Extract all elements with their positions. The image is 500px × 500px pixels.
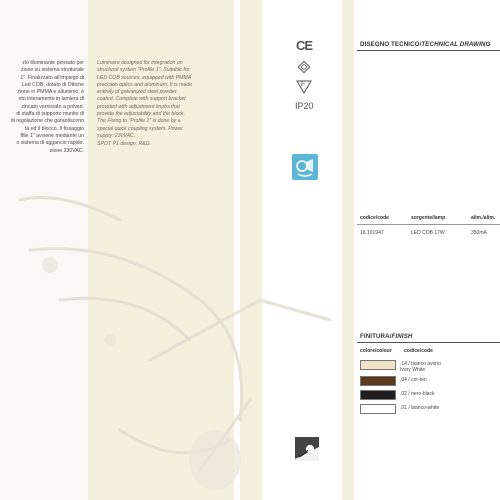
finish-swatch [360, 376, 396, 386]
table-header-lamp: sorgente/lamp [411, 215, 446, 221]
finish-swatch [360, 404, 396, 414]
power-cable-icon [295, 437, 319, 461]
table-header-power: alim./alim. [471, 215, 496, 221]
technical-drawing-title-it: DISEGNO TECNICO/ [360, 41, 422, 48]
spotlight-adjust-icon [292, 154, 318, 180]
finish-title-it: FINITURA/ [360, 333, 392, 340]
design-credit: SPOT P1 design: R&D. [97, 141, 151, 147]
finish-title [360, 333, 500, 340]
narrow-cream-strip-right [342, 0, 354, 500]
technical-drawing-title [360, 41, 500, 48]
drawing-title-rule [357, 50, 500, 51]
english-description: Luminaire designed for integration on structural system "Profile 1". Suitable for LED COB sources, equipped with PMMA precision optics and aluminum. It is made entirely of galvanized steel powder coated. Complete with support bracket provided with adjustment knobs that provide the adjustability and the block. The Fixing to "Profile 1" is done by a special quick coupling system. Power supply: 230VAC. [97, 60, 193, 139]
finish-label: .02 / nero-black [400, 391, 435, 397]
italian-description: zio illuminante pensato per zione su sistema strutturale 1". Finalizzato all'impiego di Led COB, dotato di Ottiche zione in PMMA e alluminio, è nto interamente in lamiera di zincato verniciato a polveri. di staffa di supporto munito di di regolazione che garantiscono tà ed il blocco. Il fissaggio ffile 1" avviene mediante un o sistema di aggancio rapido. zione 230VAC. [10, 60, 84, 154]
narrow-cream-strip [240, 0, 262, 500]
finish-header-colour: colore/colour [360, 348, 392, 354]
table-cell-power: 350mA [471, 230, 487, 236]
finish-label: .01 / bianco-white [400, 405, 440, 411]
finish-label: .04 / cor-ten [400, 377, 427, 383]
ce-mark-icon: CE [296, 38, 313, 53]
table-header-code: codice/code [360, 215, 389, 221]
f-mark-letter: F [301, 81, 306, 88]
technical-drawing-title-en: TECHNICAL DRAWING [421, 41, 491, 48]
ip-rating: IP20 [295, 101, 314, 111]
finish-swatch [360, 360, 396, 370]
enec-diamond-icon [297, 60, 311, 74]
certification-column [262, 0, 342, 500]
table-cell-code: 16.101947 [360, 230, 384, 236]
finish-title-rule [357, 342, 500, 343]
f-mark-icon [296, 80, 312, 94]
finish-title-en: FINISH [391, 333, 413, 340]
finish-header-code: codice/code [404, 348, 433, 354]
table-cell-lamp: LED COB 17W [411, 230, 445, 236]
finish-swatch [360, 390, 396, 400]
table-header-rule [357, 224, 500, 225]
spec-column [354, 0, 500, 500]
finish-label: .14 / bianco avorio Ivory White [400, 361, 441, 373]
